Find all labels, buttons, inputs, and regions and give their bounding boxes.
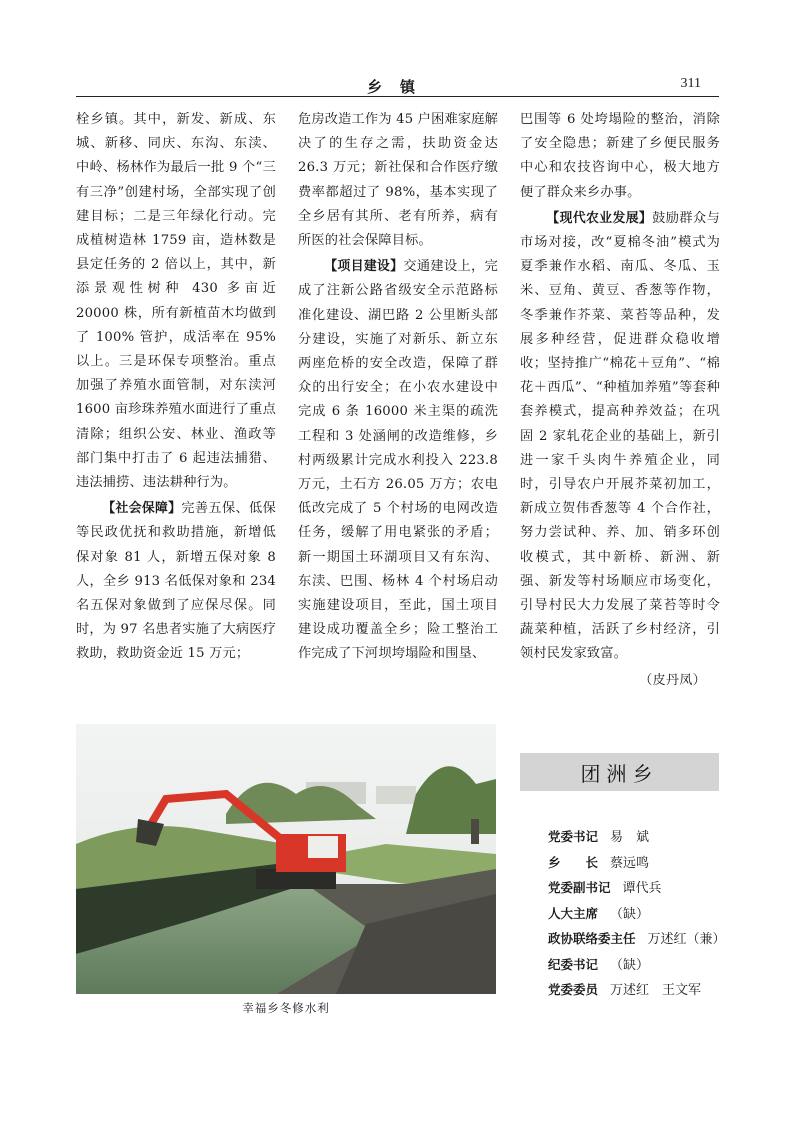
official-role: 政协联络委主任 [548, 931, 636, 946]
official-role: 党委副书记 [548, 880, 611, 895]
official-row [548, 903, 728, 929]
official-role: 人大主席 [548, 905, 599, 921]
text-column-1 [76, 108, 276, 667]
official-name: （缺） [610, 957, 650, 973]
header-title: 乡镇 [366, 78, 433, 96]
excavator-photo [76, 724, 496, 994]
official-row [548, 852, 728, 878]
paragraph-text: 鼓励群众与市场对接，改“夏棉冬油”模式为夏季兼作水稻、南瓜、冬瓜、玉米、豆角、黄豆、香葱等作物，冬季兼作芥菜、菜苔等品种，发展多种经营，促进群众稳收增收；坚持推广“棉花＋豆角”、“棉花＋西瓜”、“种植加养殖”等套种套养模式，提高种养效益；在巩固 2 家轧花企业的基础上，新引进一家千头肉牛养殖企业，同时，引导农户开展芥菜初加工，新成立贺伟香葱等 4 个合作社，努力尝试种、养、加、销多环创收模式，其中新桥、新洲、新强、新发等村场顺应市场变化，引导村民大力发展了菜苔等时令蔬菜种植，活跃了乡村经济，引领村民发家致富。 [520, 210, 721, 662]
official-row [548, 826, 728, 852]
official-name: 蔡远鸣 [610, 855, 650, 871]
official-row [548, 928, 728, 954]
paragraph-social-security [76, 497, 276, 666]
official-role: 党委书记 [548, 829, 599, 844]
photo-illustration [76, 724, 496, 994]
section-banner [520, 753, 719, 791]
official-name: （缺） [610, 906, 650, 922]
official-name: 易 斌 [610, 830, 650, 845]
officials-list [548, 826, 728, 1005]
section-heading-project-construction: 【项目建设】 [324, 259, 404, 275]
official-row [548, 954, 728, 980]
paragraph-modern-agriculture [520, 207, 720, 667]
official-name: 谭代兵 [622, 881, 662, 896]
official-row [548, 877, 728, 903]
paragraph: 栓乡镇。其中，新发、新成、东城、新移、同庆、东沟、东渎、中岭、杨林作为最后一批 9 个“三有三净”创建村场，全部实现了创建目标；二是三年绿化行动。完成植树造林 1759 亩，造林数是县定任务的 2 倍以上，其中，新添景观性树种 430 多亩近 20000 株，所有新植苗木均做到了 100% 管护，成活率在 95% 以上。三是环保专项整治。重点加强了养殖水面管制，对东渎河 1600 亩珍珠养殖水面进行了重点清除；组织公安、林业、渔政等部门集中打击了 6 起违法捕猎、违法捕捞、违法耕种行为。 [76, 112, 276, 491]
header-divider [76, 96, 719, 97]
section-title: 团洲乡 [580, 761, 659, 786]
page-number: 311 [680, 76, 701, 91]
text-column-2 [298, 108, 498, 667]
paragraph-project-construction [298, 255, 498, 666]
official-role: 乡 长 [548, 854, 599, 870]
official-name: 万述红 王文军 [610, 983, 702, 998]
paragraph: 巴围等 6 处垮塌险的整治，消除了安全隐患；新建了乡便民服务中心和农技咨询中心，极大地方便了群众来乡办事。 [520, 112, 720, 200]
official-role: 纪委书记 [548, 956, 599, 972]
paragraph: 危房改造工作为 45 户困难家庭解决了的生存之需，扶助资金达 26.3 万元；新社保和合作医疗缴费率都超过了 98%，基本实现了全乡居有其所、老有所养，病有所医的社会保障目标。 [298, 112, 499, 249]
photo-caption: 幸福乡冬修水利 [242, 1001, 330, 1015]
section-heading-modern-agriculture: 【现代农业发展】 [546, 210, 653, 226]
paragraph-text: 交通建设上，完成了注新公路省级安全示范路标准化建设、湖巴路 2 公里断头部分建设，实施了对新乐、新立东两座危桥的安全改造，保障了群众的出行安全；在小农水建设中完成 6 条 16000 米主渠的疏洗工程和 3 处涵闸的改造维修，乡村两级累计完成水利投入 223.8 万元，土石方 26.05 万方；农电低改完成了 5 个村场的电网改造任务，缓解了用电紧张的矛盾；新一期国土环湖项目又有东沟、东渎、巴围、杨林 4 个村场启动实施建设项目，至此，国土项目建设成功覆盖全乡；险工整治工作完成了下河坝垮塌险和围垦、 [298, 259, 498, 662]
official-name: 万述红（兼） [647, 932, 726, 947]
official-row [548, 979, 728, 1005]
text-column-3 [520, 108, 720, 693]
official-role: 党委委员 [548, 982, 599, 997]
author-credit: （皮丹凤） [639, 672, 706, 688]
section-heading-social-security: 【社会保障】 [102, 501, 182, 517]
paragraph-text: 完善五保、低保等民政优抚和救助措施，新增低保对象 81 人，新增五保对象 8 人，全乡 913 名低保对象和 234 名五保对象做到了应保尽保。同时，为 97 名患者实施了大病医疗救助，救助资金近 15 万元； [76, 501, 277, 662]
